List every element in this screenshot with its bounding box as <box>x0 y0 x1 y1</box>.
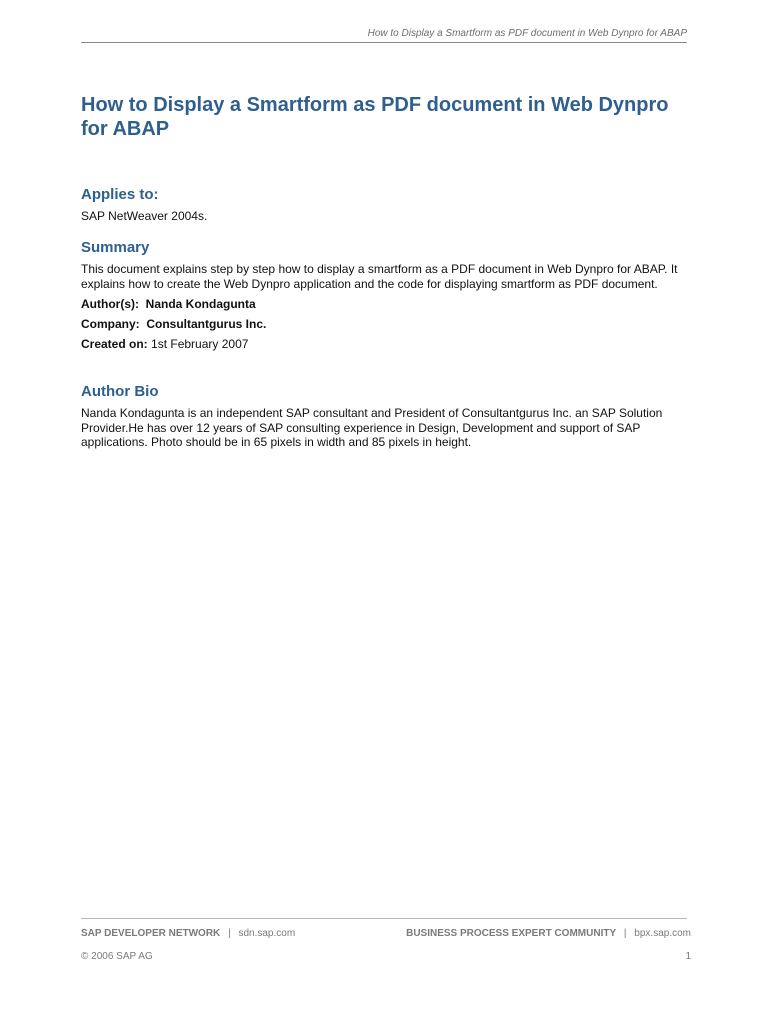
summary-section <box>81 239 687 351</box>
company-label: Company: <box>81 317 140 331</box>
author-bio-section <box>81 383 687 450</box>
footer-bottom <box>81 951 691 965</box>
footer-sdn <box>81 928 295 939</box>
footer-bpx-label: BUSINESS PROCESS EXPERT COMMUNITY <box>406 928 617 939</box>
company-value: Consultantgurus Inc. <box>146 317 267 331</box>
summary-heading: Summary <box>81 239 150 256</box>
created-line <box>81 337 687 351</box>
applies-to-text: SAP NetWeaver 2004s. <box>81 209 208 223</box>
applies-to-section <box>81 186 687 224</box>
company-line <box>81 317 687 331</box>
authors-value: Nanda Kondagunta <box>145 297 256 311</box>
created-value: 1st February 2007 <box>151 337 249 351</box>
applies-to-heading: Applies to: <box>81 186 159 203</box>
footer-sdn-label: SAP DEVELOPER NETWORK <box>81 928 221 939</box>
document-title: How to Display a Smartform as PDF document in Web Dynpro for ABAP <box>81 94 669 140</box>
running-header: How to Display a Smartform as PDF document in Web Dynpro for ABAP <box>367 28 687 39</box>
page-number: 1 <box>685 951 691 962</box>
author-bio-text: Nanda Kondagunta is an independent SAP consultant and President of Consultantgurus Inc. an SAP Solution Provider.He has over 12 years of SAP consulting experience in Design, Development and support of SAP applications. Photo should be in 65 pixels in width and 85 pixels in height. <box>81 406 663 449</box>
footer-bpx-separator: | <box>623 928 627 939</box>
footer-bpx <box>406 928 691 939</box>
authors-label: Author(s): <box>81 297 139 311</box>
copyright-text: © 2006 SAP AG <box>81 951 153 962</box>
footer-divider <box>81 918 687 919</box>
author-bio-heading: Author Bio <box>81 383 159 400</box>
summary-text: This document explains step by step how to display a smartform as a PDF document in Web Dynpro for ABAP. It explains how to create the Web Dynpro application and the code for displaying smartform as PDF document. <box>81 262 678 291</box>
header-divider <box>81 42 687 43</box>
authors-line <box>81 297 687 311</box>
footer-links <box>81 928 691 942</box>
created-label: Created on: <box>81 337 148 351</box>
footer-bpx-link[interactable]: bpx.sap.com <box>634 928 691 939</box>
footer-sdn-separator: | <box>228 928 231 939</box>
footer-sdn-link[interactable]: sdn.sap.com <box>238 928 296 939</box>
